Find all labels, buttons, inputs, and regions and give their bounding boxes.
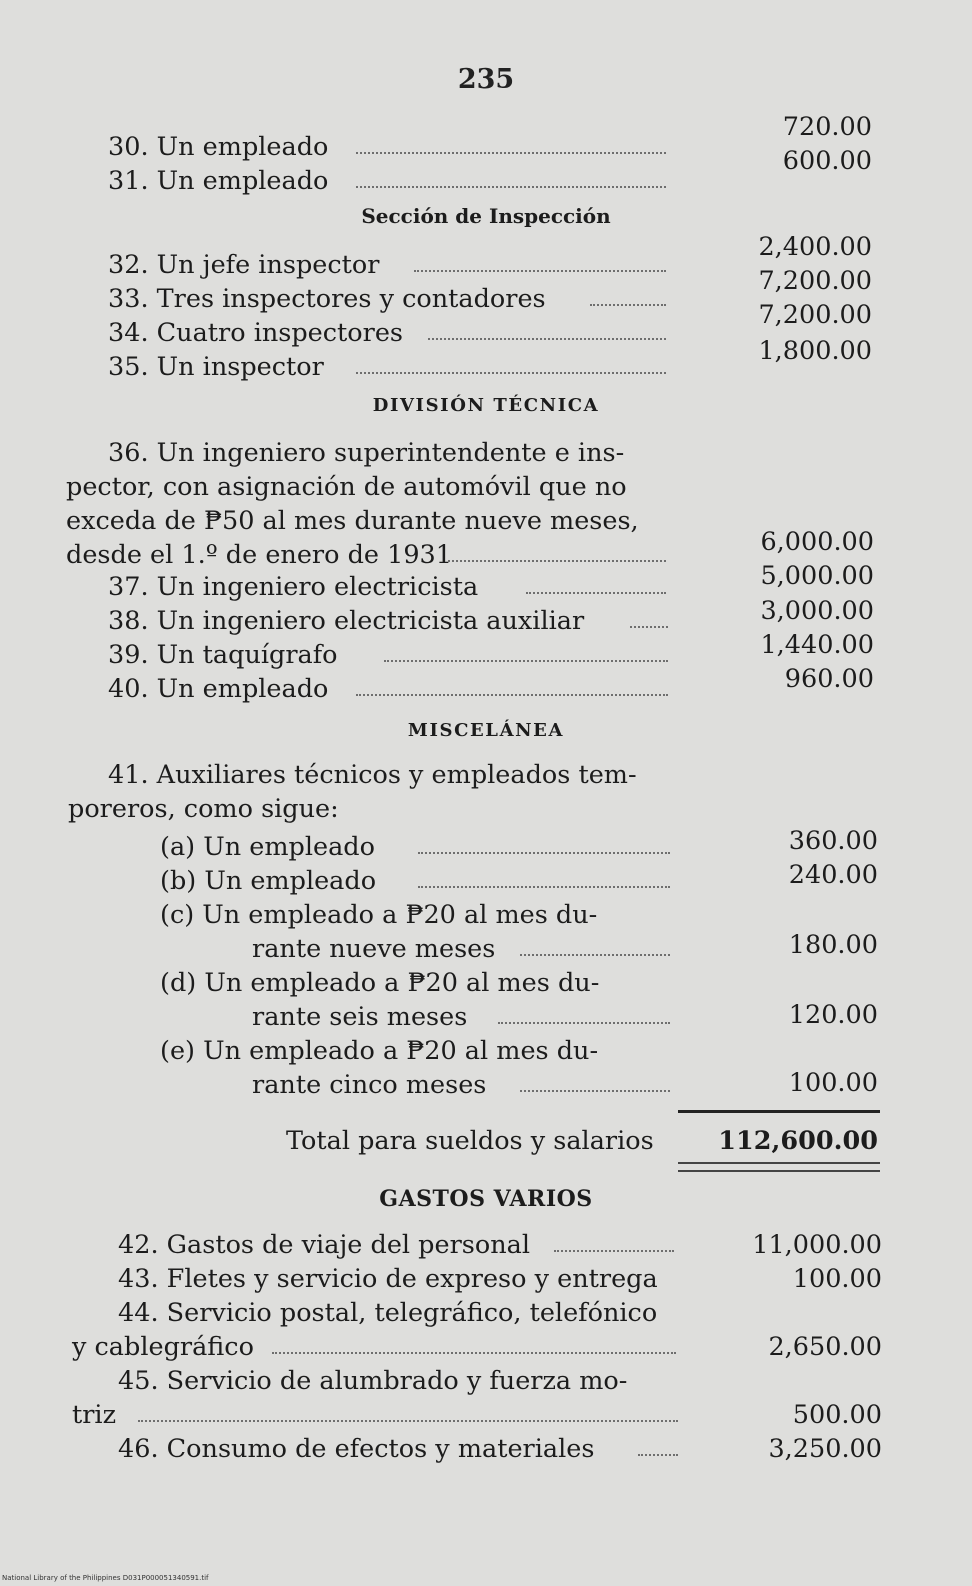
item-41d-line-1: (d) Un empleado a ₱20 al mes du- (160, 968, 600, 998)
leader-dots (272, 1352, 676, 1354)
item-34-label: 34. Cuatro inspectores (108, 318, 404, 348)
item-40-label: 40. Un empleado (108, 674, 329, 704)
item-34-amount: 7,200.00 (758, 300, 872, 330)
leader-dots (638, 1454, 678, 1456)
item-38-label: 38. Un ingeniero electricista auxiliar (108, 606, 585, 636)
leader-dots (526, 592, 666, 594)
scan-footer: National Library of the Philippines D031P000051340591.tif (2, 1574, 209, 1582)
item-36-line-2: pector, con asignación de automóvil que no (66, 472, 627, 502)
item-43-label: 43. Fletes y servicio de expreso y entrega (118, 1264, 658, 1294)
item-41b-amount: 240.00 (788, 860, 878, 890)
item-35-label: 35. Un inspector (108, 352, 324, 382)
item-38-amount: 3,000.00 (760, 596, 874, 626)
item-33-label: 33. Tres inspectores y contadores (108, 284, 546, 314)
item-41-line-1: 41. Auxiliares técnicos y empleados tem- (108, 760, 637, 790)
item-45-line-2: triz (72, 1400, 117, 1430)
item-42-amount: 11,000.00 (752, 1230, 882, 1260)
leader-dots (418, 886, 670, 888)
item-35-amount: 1,800.00 (758, 336, 872, 366)
item-41e-line-2: rante cinco meses (252, 1070, 487, 1100)
item-46-amount: 3,250.00 (768, 1434, 882, 1464)
item-41-line-2: poreros, como sigue: (68, 794, 339, 824)
leader-dots (590, 304, 666, 306)
leader-dots (414, 270, 666, 272)
leader-dots (520, 1090, 670, 1092)
item-39-label: 39. Un taquígrafo (108, 640, 338, 670)
item-42-label: 42. Gastos de viaje del personal (118, 1230, 530, 1260)
item-36-line-4: desde el 1.º de enero de 1931 (66, 540, 452, 570)
item-43-amount: 100.00 (792, 1264, 882, 1294)
item-45-line-1: 45. Servicio de alumbrado y fuerza mo- (118, 1366, 628, 1396)
leader-dots (448, 560, 666, 562)
item-41b-label: (b) Un empleado (160, 866, 377, 896)
item-46-label: 46. Consumo de efectos y materiales (118, 1434, 595, 1464)
leader-dots (418, 852, 670, 854)
item-41d-line-2: rante seis meses (252, 1002, 468, 1032)
item-32-label: 32. Un jefe inspector (108, 250, 380, 280)
page-number: 235 (457, 64, 515, 95)
total-label: Total para sueldos y salarios (286, 1126, 654, 1156)
total-amount: 112,600.00 (718, 1126, 878, 1156)
section-heading-division-tecnica: DIVISIÓN TÉCNICA (372, 395, 600, 416)
leader-dots (384, 660, 668, 662)
leader-dots (356, 186, 666, 188)
leader-dots (138, 1420, 678, 1422)
leader-dots (554, 1250, 674, 1252)
item-40-amount: 960.00 (784, 664, 874, 694)
leader-dots (428, 338, 666, 340)
item-37-amount: 5,000.00 (760, 561, 874, 591)
item-39-amount: 1,440.00 (760, 630, 874, 660)
section-heading-miscelanea: MISCELÁNEA (407, 720, 565, 741)
item-45-amount: 500.00 (792, 1400, 882, 1430)
leader-dots (630, 626, 668, 628)
item-31-label: 31. Un empleado (108, 166, 329, 196)
item-33-amount: 7,200.00 (758, 266, 872, 296)
leader-dots (356, 152, 666, 154)
item-36-line-3: exceda de ₱50 al mes durante nueve meses, (66, 506, 639, 536)
item-31-amount: 600.00 (782, 146, 872, 176)
item-32-amount: 2,400.00 (758, 232, 872, 262)
item-30-amount: 720.00 (782, 112, 872, 142)
item-41a-amount: 360.00 (788, 826, 878, 856)
item-41a-label: (a) Un empleado (160, 832, 375, 862)
item-37-label: 37. Un ingeniero electricista (108, 572, 479, 602)
item-41d-amount: 120.00 (788, 1000, 878, 1030)
leader-dots (356, 694, 668, 696)
leader-dots (520, 954, 670, 956)
item-41e-line-1: (e) Un empleado a ₱20 al mes du- (160, 1036, 599, 1066)
item-44-line-2: y cablegráfico (72, 1332, 254, 1362)
section-heading-inspeccion: Sección de Inspección (361, 204, 611, 228)
total-rule (678, 1110, 880, 1113)
item-36-line-1: 36. Un ingeniero superintendente e ins- (108, 438, 625, 468)
total-double-rule (678, 1162, 880, 1172)
item-36-amount: 6,000.00 (760, 527, 874, 557)
section-heading-gastos-varios: GASTOS VARIOS (379, 1186, 593, 1212)
item-41c-line-2: rante nueve meses (252, 934, 496, 964)
item-30-label: 30. Un empleado (108, 132, 329, 162)
leader-dots (498, 1022, 670, 1024)
item-41e-amount: 100.00 (788, 1068, 878, 1098)
item-41c-line-1: (c) Un empleado a ₱20 al mes du- (160, 900, 598, 930)
item-41c-amount: 180.00 (788, 930, 878, 960)
item-44-amount: 2,650.00 (768, 1332, 882, 1362)
item-44-line-1: 44. Servicio postal, telegráfico, telefónico (118, 1298, 658, 1328)
leader-dots (356, 372, 666, 374)
